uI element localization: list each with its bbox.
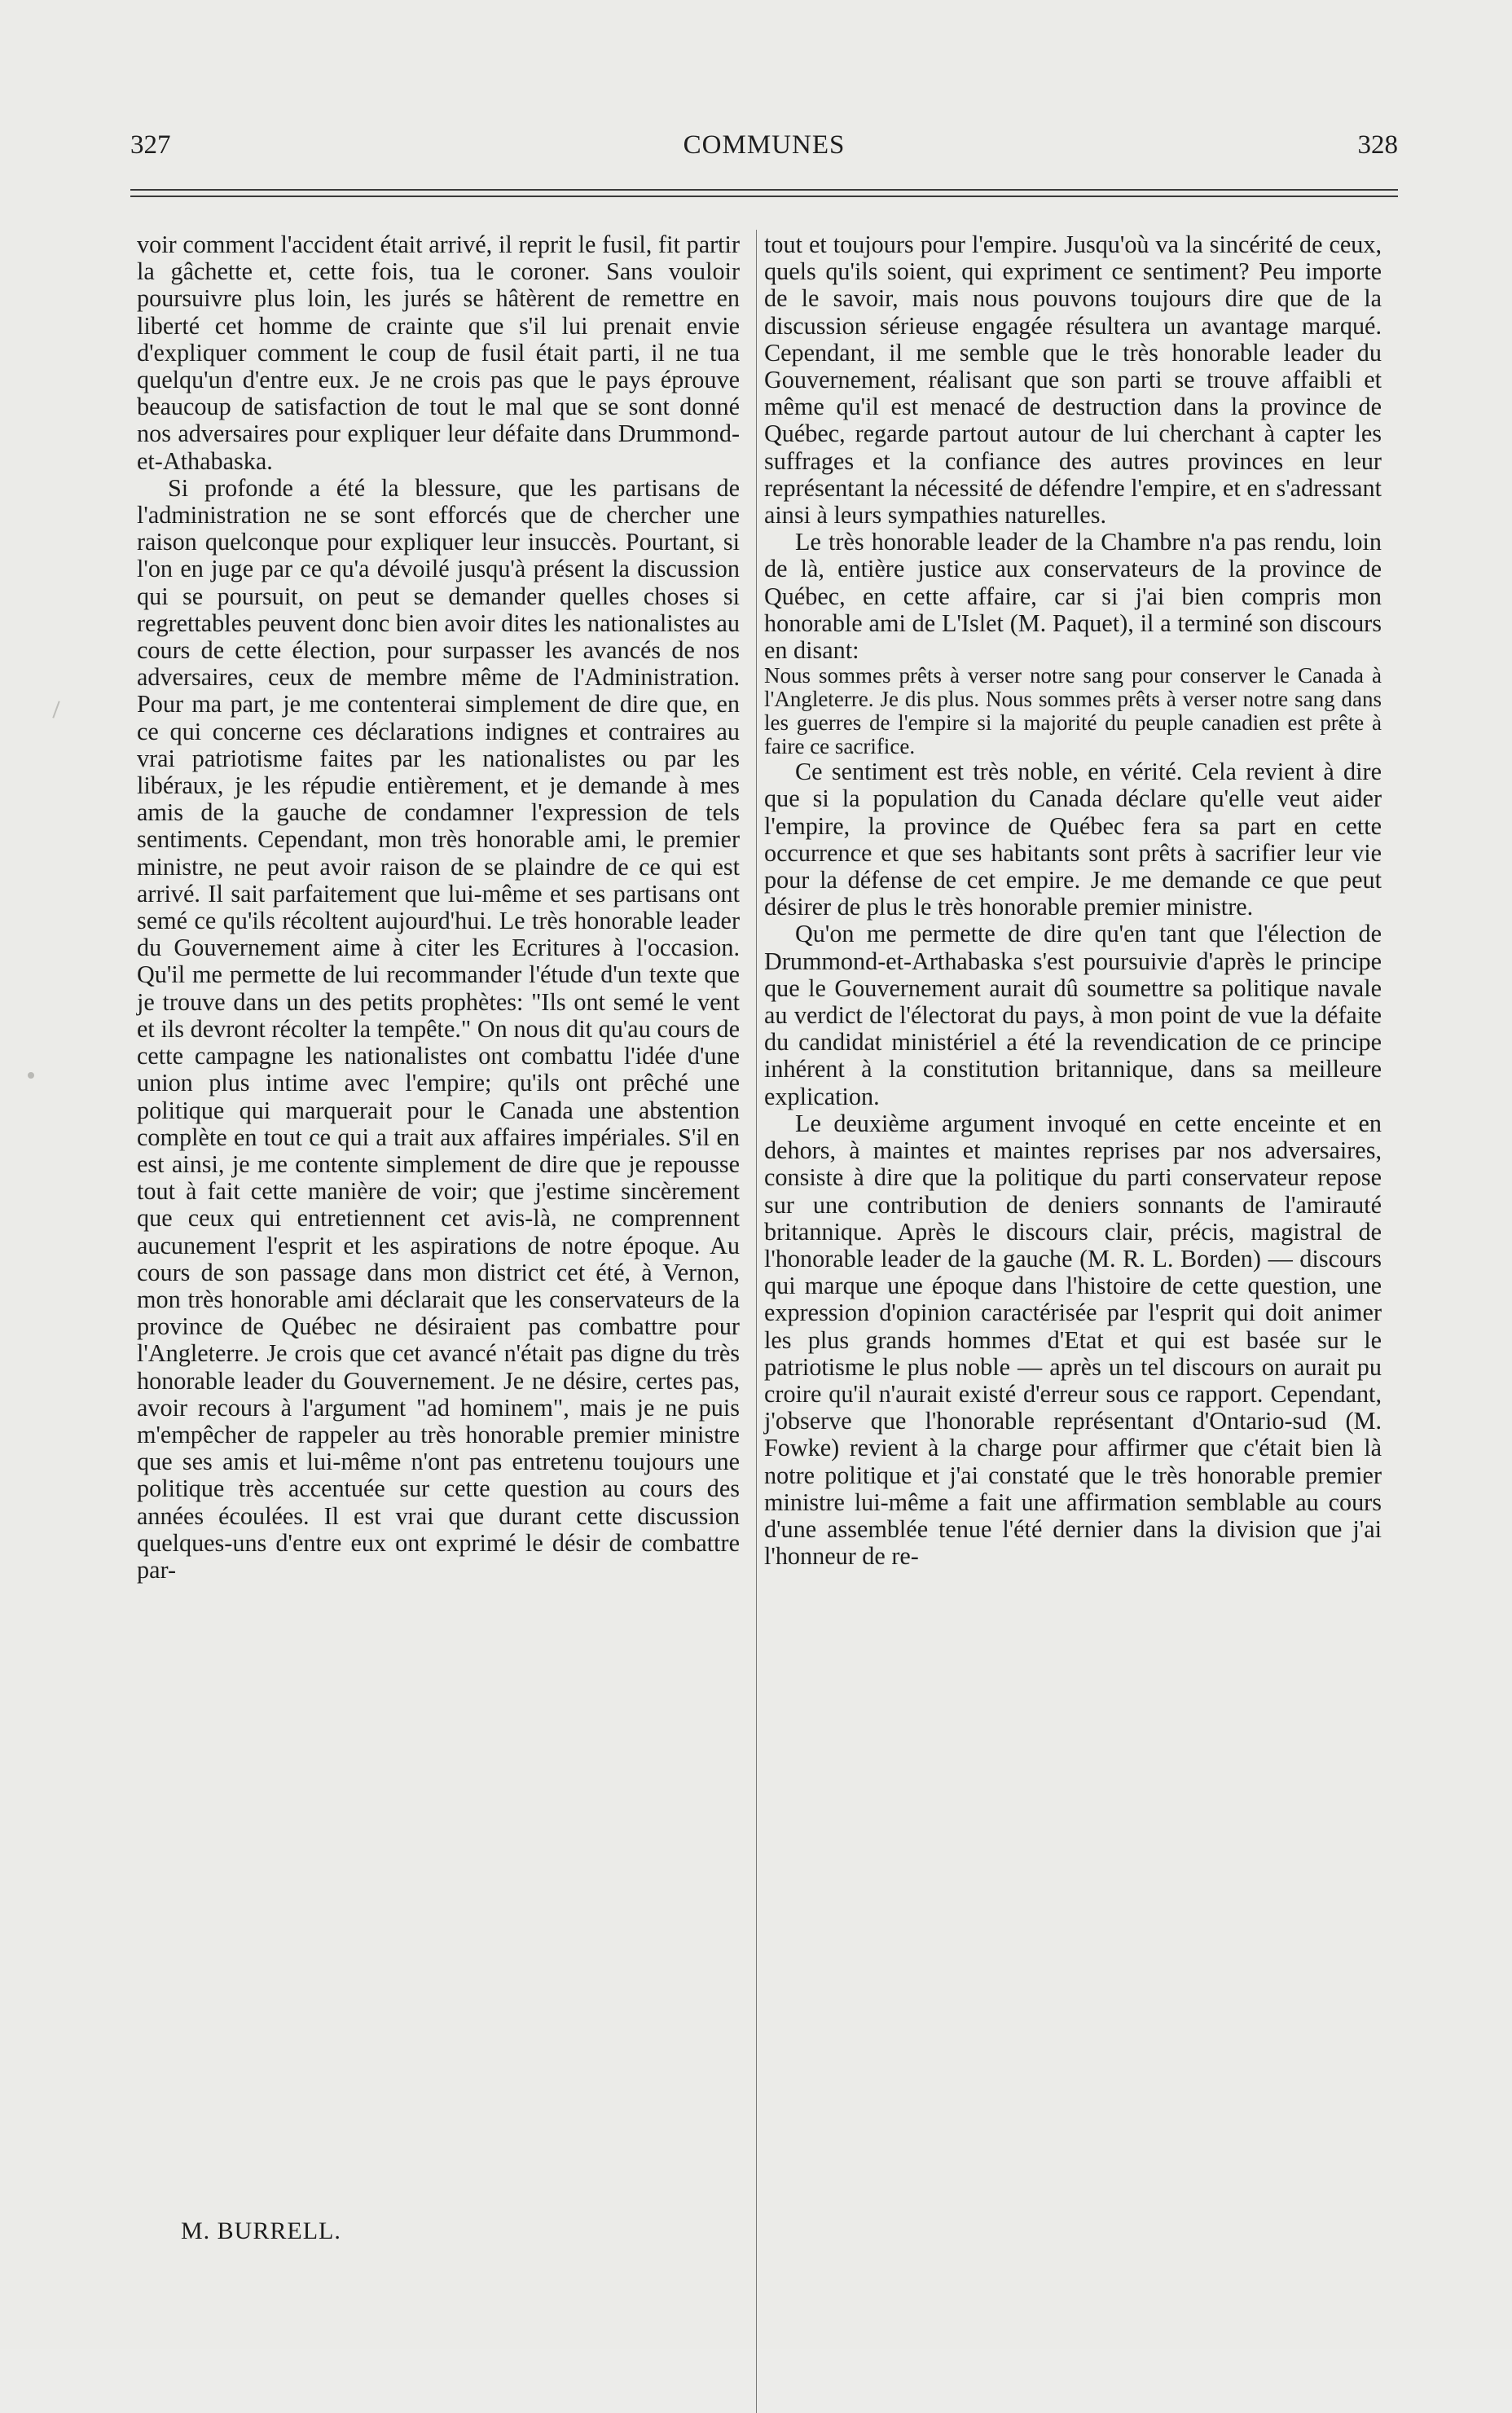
- paragraph: Le deuxième argument invoqué en cette enceinte et en dehors, à maintes et maintes reprises par nos adversaires, consiste à dire que la politique du parti conservateur repose sur une contribution de deniers sonnants de l'amirauté britannique. Après le discours clair, précis, magistral de l'honorable leader de la gauche (M. R. L. Borden) — discours qui marque une époque dans l'histoire de cette question, une expression d'opinion caractérisée par l'esprit qui doit animer les plus grands hommes d'Etat et qui est basée sur le patriotisme le plus noble — après un tel discours on aurait pu croire qu'il n'aurait existé d'erreur sous ce rapport. Cependant, j'observe que l'honorable représentant d'Ontario-sud (M. Fowke) revient à la charge pour affirmer que c'était bien là notre politique et j'ai constaté que le très honorable premier ministre lui-même a fait une affirmation semblable au cours d'une assemblée tenue l'été dernier dans la division que j'ai l'honneur de re-: [764, 1109, 1382, 1571]
- page-header: [130, 130, 1398, 171]
- paragraph: Qu'on me permette de dire qu'en tant que l'élection de Drummond-et-Arthabaska s'est poursuivie d'après le principe que le Gouvernement aurait dû soumettre sa politique navale au verdict de l'électorat du pays, à mon point de vue la défaite du candidat ministériel a été la revendication de ce principe inhérent à la constitution britannique, dans sa meilleure explication.: [764, 920, 1382, 1110]
- scan-speck: [28, 1072, 34, 1079]
- speaker-name: M. BURRELL.: [181, 2217, 341, 2244]
- page-number-right: 328: [1357, 130, 1398, 160]
- scan-mark: [52, 701, 59, 718]
- left-column: [137, 231, 740, 1584]
- paragraph: Si profonde a été la blessure, que les partisans de l'administration ne se sont efforcés que de chercher une raison quelconque pour expliquer leur insuccès. Pourtant, si l'on en juge par ce qu'a dévoilé jusqu'à présent la discussion qui se poursuit, on peut se demander quelles choses si regrettables peuvent donc bien avoir dites les nationalistes au cours de cette élection, pour surpasser les avancés de nos adversaires, ceux de membre même de l'Administration. Pour ma part, je me contenterai simplement de dire que, en ce qui concerne ces déclarations indignes et contraires au vrai patriotisme faites par les nationalistes ou par les libéraux, je les répudie entièrement, et je demande à mes amis de la gauche de condamner l'expression de tels sentiments. Cependant, mon très honorable ami, le premier ministre, ne peut avoir raison de se plaindre de ce qui est arrivé. Il sait parfaitement que lui-même et ses partisans ont semé ce qu'ils récoltent aujourd'hui. Le très honorable leader du Gouvernement aime à citer les Ecritures à l'occasion. Qu'il me permette de lui recommander l'étude d'un texte que je trouve dans un des petits prophètes: "Ils ont semé le vent et ils devront récolter la tempête." On nous dit qu'au cours de cette campagne les nationalistes ont combattu l'idée d'une union plus intime avec l'empire; qu'ils ont prêché une politique qui marquerait pour le Canada une abstention complète en tout ce qui a trait aux affaires impériales. S'il en est ainsi, je me contente simplement de dire que je repousse tout à fait cette manière de voir; que j'estime sincèrement que ceux qui entretiennent cet avis-là, ne comprennent aucunement l'esprit et les aspirations de notre époque. Au cours de son passage dans mon district cet été, à Vernon, mon très honorable ami déclarait que les conservateurs de la province de Québec ne désiraient pas combattre pour l'Angleterre. Je crois que cet avancé n'était pas digne du très honorable leader du Gouvernement. Je ne désire, certes pas, avoir recours à l'argument "ad hominem", mais je ne puis m'empêcher de rappeler au très honorable premier ministre que ses amis et lui-même n'ont pas entretenu toujours une politique très accentuée sur cette question au cours des années écoulées. Il est vrai que durant cette discussion quelques-uns d'entre eux ont exprimé le désir de combattre par-: [137, 473, 740, 1584]
- paragraph: Le très honorable leader de la Chambre n'a pas rendu, loin de là, entière justice aux conservateurs de la province de Québec, en cette affaire, car si j'ai bien compris mon honorable ami de L'Islet (M. Paquet), il a terminé son discours en disant:: [764, 528, 1382, 665]
- header-rule-bottom: [130, 196, 1398, 197]
- paragraph: Ce sentiment est très noble, en vérité. Cela revient à dire que si la population du Canada déclare qu'elle veut aider l'empire, la province de Québec fera sa part en cette occurrence et que ses habitants sont prêts à sacrifier leur vie pour la défense de cet empire. Je me demande ce que peut désirer de plus le très honorable premier ministre.: [764, 758, 1382, 921]
- right-column: [764, 231, 1382, 1570]
- paragraph: tout et toujours pour l'empire. Jusqu'où va la sincérité de ceux, quels qu'ils soient, qui expriment ce sentiment? Peu importe de le savoir, mais nous pouvons toujours dire que de la discussion sérieuse engagée résultera un avantage marqué. Cependant, il me semble que le très honorable leader du Gouvernement, réalisant que son parti se trouve affaibli et même qu'il est menacé de destruction dans la province de Québec, regarde partout autour de lui cherchant à capter les suffrages et la confiance des autres provinces en leur représentant la nécessité de défendre l'empire, et en s'adressant ainsi à leurs sympathies naturelles.: [764, 231, 1382, 530]
- running-title: COMMUNES: [683, 130, 846, 160]
- column-separator: [756, 230, 757, 2413]
- block-quote: Nous sommes prêts à verser notre sang pour conserver le Canada à l'Angleterre. Je dis plus. Nous sommes prêts à verser notre sang dans les guerres de l'empire si la majorité du peuple canadien est prête à faire ce sacrifice.: [764, 663, 1382, 759]
- paragraph: voir comment l'accident était arrivé, il reprit le fusil, fit partir la gâchette et, cette fois, tua le coroner. Sans vouloir poursuivre plus loin, les jurés se hâtèrent de remettre en liberté cet homme de crainte que s'il lui prenait envie d'expliquer comment le coup de fusil était parti, il ne tua quelqu'un d'entre eux. Je ne crois pas que le pays éprouve beaucoup de satisfaction de tout le mal que se sont donné nos adversaires pour expliquer leur défaite dans Drummond-et-Athabaska.: [137, 231, 740, 475]
- header-rule-top: [130, 189, 1398, 191]
- page-number-left: 327: [130, 130, 171, 160]
